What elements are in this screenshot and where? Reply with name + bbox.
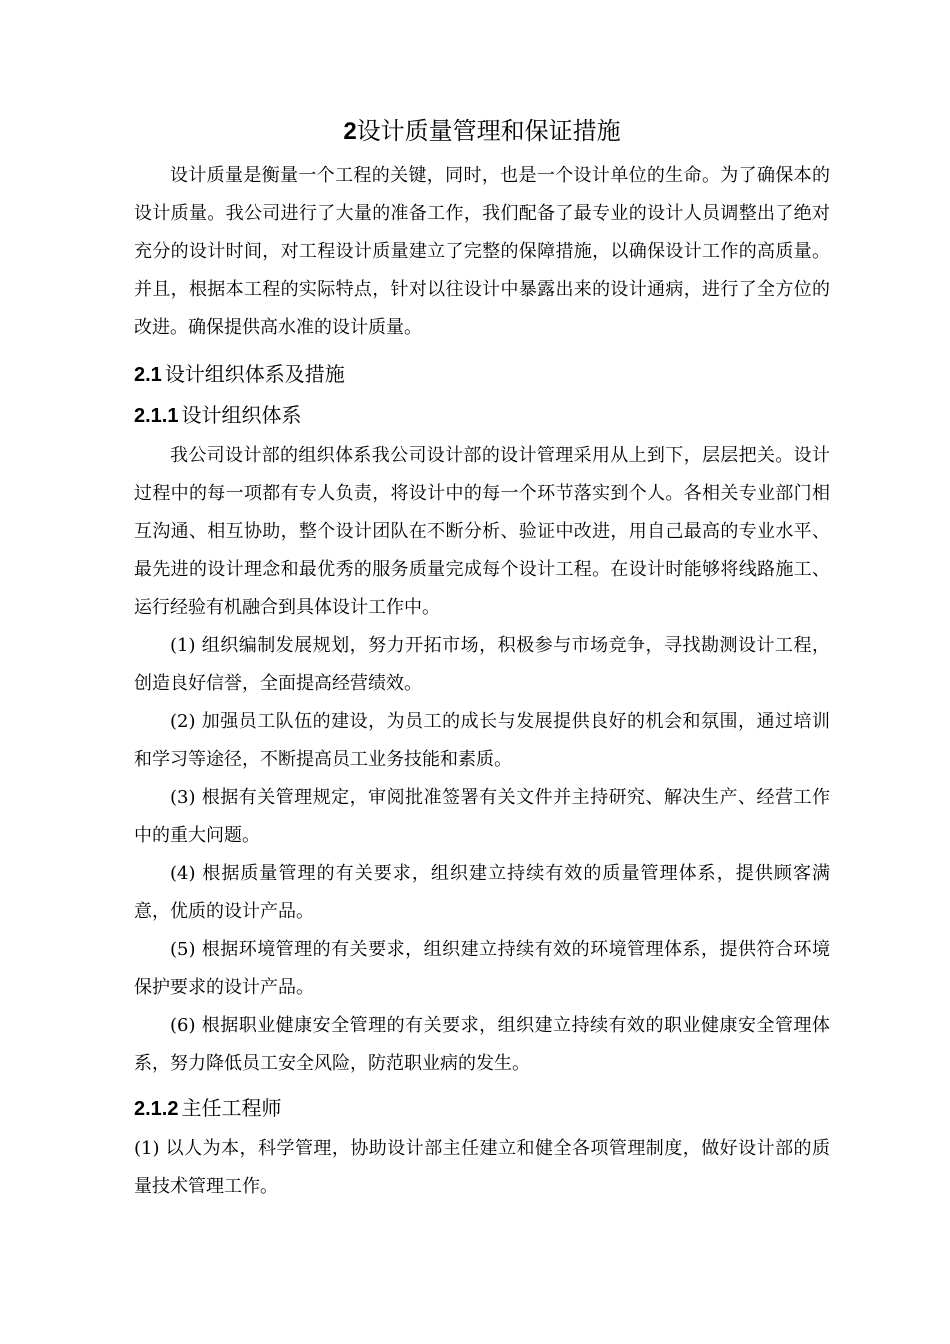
section-number: 2.1 bbox=[134, 364, 162, 386]
document-body bbox=[134, 112, 830, 1206]
section-heading-2-1 bbox=[134, 359, 830, 390]
list-item-3: (3) 根据有关管理规定，审阅批准签署有关文件并主持研究、解决生产、经营工作中的重大问题。 bbox=[134, 787, 830, 846]
intro-paragraph: 设计质量是衡量一个工程的关键，同时，也是一个设计单位的生命。为了确保本的设计质量。我公司进行了大量的准备工作，我们配备了最专业的设计人员调整出了绝对充分的设计时间，对工程设计质量建立了完整的保障措施，以确保设计工作的高质量。并且，根据本工程的实际特点，针对以往设计中暴露出来的设计通病，进行了全方位的改进。确保提供高水准的设计质量。 bbox=[134, 165, 830, 338]
page-title bbox=[134, 112, 830, 151]
section-heading-2-1-1 bbox=[134, 400, 830, 431]
chief-engineer-item-1: (1) 以人为本，科学管理，协助设计部主任建立和健全各项管理制度，做好设计部的质量技术管理工作。 bbox=[134, 1138, 830, 1197]
list-item-5: (5) 根据环境管理的有关要求，组织建立持续有效的环境管理体系，提供符合环境保护要求的设计产品。 bbox=[134, 939, 830, 998]
page-title-text: 设计质量管理和保证措施 bbox=[356, 117, 621, 145]
list-item-4: (4) 根据质量管理的有关要求，组织建立持续有效的质量管理体系，提供顾客满意，优质的设计产品。 bbox=[134, 863, 830, 922]
section-title: 主任工程师 bbox=[181, 1096, 282, 1120]
section-title: 设计组织体系 bbox=[181, 403, 302, 427]
section-title: 设计组织体系及措施 bbox=[164, 362, 345, 386]
list-item-2: (2) 加强员工队伍的建设，为员工的成长与发展提供良好的机会和氛围，通过培训和学习等途径，不断提高员工业务技能和素质。 bbox=[134, 711, 830, 770]
section-number: 2.1.2 bbox=[134, 1098, 179, 1120]
list-item-6: (6) 根据职业健康安全管理的有关要求，组织建立持续有效的职业健康安全管理体系，努力降低员工安全风险，防范职业病的发生。 bbox=[134, 1015, 830, 1074]
list-item-1: (1) 组织编制发展规划，努力开拓市场，积极参与市场竞争，寻找勘测设计工程，创造良好信誉，全面提高经营绩效。 bbox=[134, 635, 830, 694]
org-system-paragraph: 我公司设计部的组织体系我公司设计部的设计管理采用从上到下，层层把关。设计过程中的每一项都有专人负责，将设计中的每一个环节落实到个人。各相关专业部门相互沟通、相互协助，整个设计团队在不断分析、验证中改进，用自己最高的专业水平、最先进的设计理念和最优秀的服务质量完成每个设计工程。在设计时能够将线路施工、运行经验有机融合到具体设计工作中。 bbox=[134, 445, 830, 618]
page-title-number: 2 bbox=[343, 118, 357, 145]
section-number: 2.1.1 bbox=[134, 405, 179, 427]
section-heading-2-1-2 bbox=[134, 1093, 830, 1124]
